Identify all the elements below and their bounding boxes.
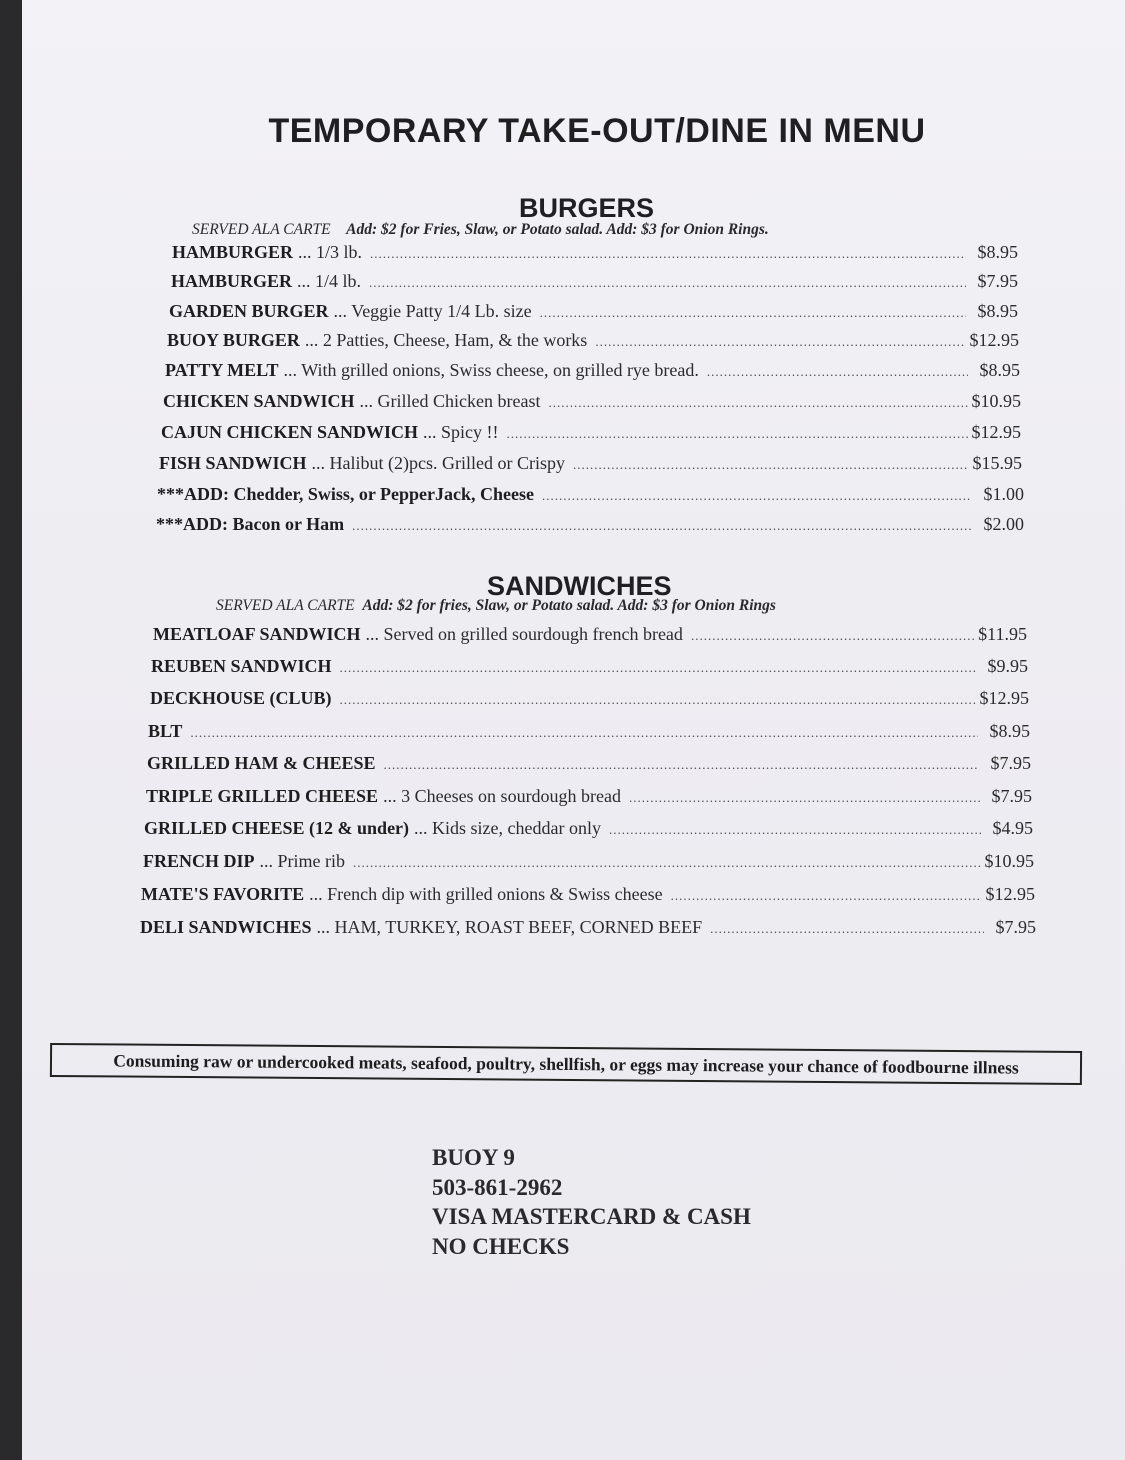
menu-item — [150, 688, 1029, 709]
item-name: FRENCH DIP — [143, 851, 255, 871]
item-desc: ... Spicy !! — [423, 422, 499, 442]
item-price: $12.95 — [985, 884, 1035, 904]
item-desc: ... Grilled Chicken breast — [359, 391, 541, 411]
item-name: HAMBURGER — [171, 271, 292, 291]
menu-item — [140, 917, 1036, 938]
menu-item — [156, 514, 1024, 535]
food-safety-warning — [50, 1043, 1082, 1085]
sandwiches-note-served: SERVED ALA CARTE — [216, 597, 355, 614]
leader-dots — [507, 426, 968, 442]
leader-dots — [542, 488, 972, 504]
item-price: $15.95 — [972, 453, 1022, 473]
leader-dots — [369, 275, 966, 291]
item-name: MEATLOAF SANDWICH — [153, 624, 361, 644]
item-price: $9.95 — [987, 656, 1028, 676]
item-name: FISH SANDWICH — [159, 453, 307, 473]
burgers-note-served: SERVED ALA CARTE — [192, 221, 331, 238]
menu-item — [144, 818, 1033, 839]
no-checks-note: NO CHECKS — [432, 1233, 570, 1259]
item-desc: ... Veggie Patty 1/4 Lb. size — [333, 301, 532, 321]
item-desc: ... Kids size, cheddar only — [414, 818, 601, 838]
leader-dots — [691, 628, 974, 644]
item-price: $10.95 — [971, 391, 1021, 411]
item-desc: ... 2 Patties, Cheese, Ham, & the works — [304, 330, 588, 350]
item-desc: ... 1/3 lb. — [298, 242, 363, 262]
leader-dots — [707, 364, 968, 380]
item-price: $8.95 — [979, 360, 1020, 380]
menu-item — [171, 271, 1018, 292]
burgers-note — [192, 221, 769, 239]
item-price: $11.95 — [978, 624, 1027, 644]
item-price: $7.95 — [990, 753, 1031, 773]
item-name: GARDEN BURGER — [169, 301, 329, 321]
burgers-note-addons: Add: $2 for Fries, Slaw, or Potato salad. Add: $3 for Onion Rings. — [346, 221, 769, 238]
item-name: HAMBURGER — [172, 242, 293, 262]
item-name: GRILLED HAM & CHEESE — [147, 753, 376, 773]
item-desc: ... Served on grilled sourdough french bread — [365, 624, 683, 644]
item-price: $10.95 — [984, 851, 1034, 871]
leader-dots — [573, 457, 969, 473]
menu-item — [172, 242, 1018, 263]
item-name: REUBEN SANDWICH — [151, 656, 332, 676]
sandwiches-note-addons: Add: $2 for fries, Slaw, or Potato salad. Add: $3 for Onion Rings — [362, 597, 776, 614]
menu-item — [141, 884, 1035, 905]
item-price: $7.95 — [977, 271, 1018, 291]
menu-item — [169, 301, 1018, 322]
item-name: BUOY BURGER — [167, 330, 300, 350]
phone-number: 503-861-2962 — [432, 1174, 563, 1200]
menu-item — [167, 330, 1019, 351]
menu-item — [146, 786, 1032, 807]
item-price: $12.95 — [971, 422, 1021, 442]
item-price: $4.95 — [992, 818, 1033, 838]
menu-item — [157, 484, 1024, 505]
leader-dots — [595, 334, 965, 350]
leader-dots — [352, 518, 972, 534]
item-name: GRILLED CHEESE (12 & under) — [144, 818, 410, 838]
item-price: $8.95 — [989, 721, 1030, 741]
sandwiches-note — [216, 597, 776, 615]
leader-dots — [384, 757, 979, 773]
menu-item — [148, 721, 1030, 742]
item-desc: ... 3 Cheeses on sourdough bread — [383, 786, 622, 806]
leader-dots — [190, 725, 978, 741]
item-name: DECKHOUSE (CLUB) — [150, 688, 332, 708]
item-name: BLT — [148, 721, 183, 741]
menu-item — [151, 656, 1028, 677]
menu-item — [161, 422, 1021, 443]
leader-dots — [540, 305, 966, 321]
warning-text: Consuming raw or undercooked meats, seafood, poultry, shellfish, or eggs may increase your chance of foodbourne illness — [113, 1049, 1019, 1078]
item-name: ***ADD: Chedder, Swiss, or PepperJack, Cheese — [157, 484, 534, 504]
leader-dots — [629, 790, 980, 806]
menu-item — [165, 360, 1020, 381]
item-price: $1.00 — [983, 484, 1024, 504]
item-desc: ... HAM, TURKEY, ROAST BEEF, CORNED BEEF — [316, 917, 703, 937]
item-desc: ... Halibut (2)pcs. Grilled or Crispy — [311, 453, 565, 473]
menu-item — [159, 453, 1022, 474]
item-name: PATTY MELT — [165, 360, 279, 380]
item-price: $8.95 — [977, 301, 1018, 321]
menu-item — [153, 624, 1027, 645]
burgers-heading: BURGERS — [519, 193, 655, 223]
leader-dots — [340, 660, 976, 676]
item-name: DELI SANDWICHES — [140, 917, 312, 937]
leader-dots — [353, 855, 981, 871]
page-title: TEMPORARY TAKE-OUT/DINE IN MENU — [268, 112, 926, 150]
contact-info — [432, 1143, 751, 1261]
leader-dots — [340, 692, 976, 708]
menu-item — [143, 851, 1034, 872]
item-price: $7.95 — [991, 786, 1032, 806]
item-desc: ... French dip with grilled onions & Swiss cheese — [309, 884, 663, 904]
item-name: TRIPLE GRILLED CHEESE — [146, 786, 379, 806]
leader-dots — [370, 246, 966, 262]
item-name: CHICKEN SANDWICH — [163, 391, 355, 411]
item-name: MATE'S FAVORITE — [141, 884, 305, 904]
item-name: ***ADD: Bacon or Ham — [156, 514, 345, 534]
sandwiches-heading: SANDWICHES — [487, 571, 672, 601]
item-desc: ... Prime rib — [259, 851, 345, 871]
menu-item — [163, 391, 1021, 412]
menu-page — [22, 0, 1125, 1460]
item-price: $8.95 — [977, 242, 1018, 262]
leader-dots — [548, 395, 967, 411]
item-desc: ... With grilled onions, Swiss cheese, on grilled rye bread. — [283, 360, 699, 380]
item-price: $7.95 — [995, 917, 1036, 937]
leader-dots — [609, 822, 981, 838]
item-desc: ... 1/4 lb. — [297, 271, 362, 291]
item-price: $12.95 — [979, 688, 1029, 708]
payment-methods: VISA MASTERCARD & CASH — [432, 1204, 751, 1229]
leader-dots — [710, 921, 984, 937]
item-price: $12.95 — [969, 330, 1019, 350]
item-name: CAJUN CHICKEN SANDWICH — [161, 422, 419, 442]
item-price: $2.00 — [983, 514, 1024, 534]
leader-dots — [671, 888, 982, 904]
menu-item — [147, 753, 1031, 774]
restaurant-name: BUOY 9 — [432, 1145, 515, 1170]
